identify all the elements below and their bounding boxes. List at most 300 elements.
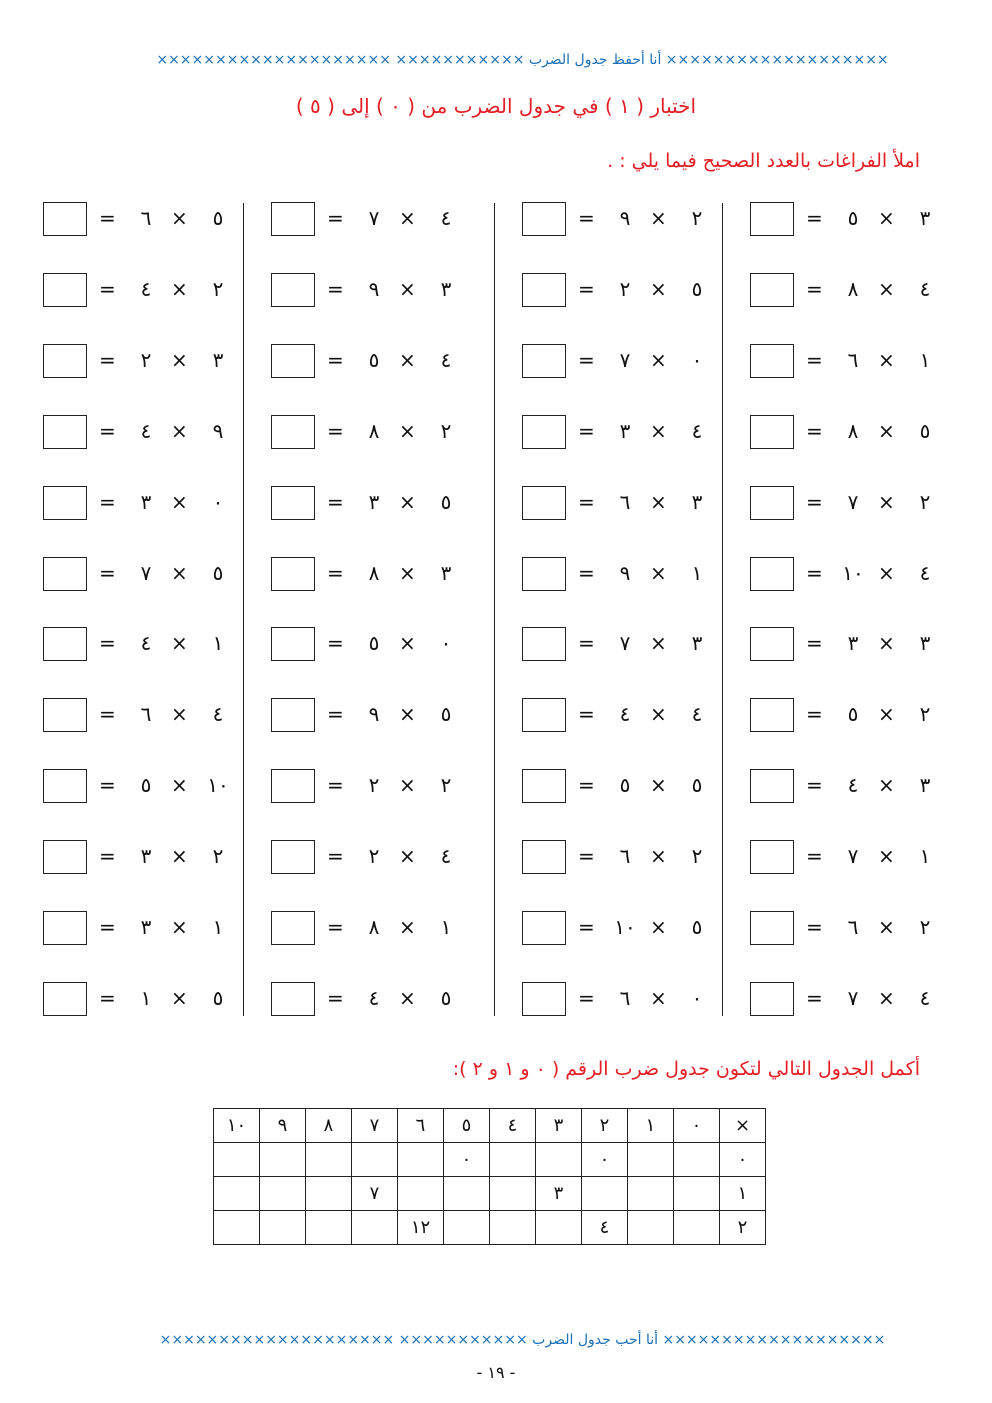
answer-box[interactable] bbox=[43, 415, 87, 449]
table-header-cell: ٢ bbox=[582, 1109, 628, 1143]
first-factor: ٥ bbox=[691, 915, 703, 939]
times-sign: × bbox=[878, 348, 895, 372]
second-factor: ٣ bbox=[619, 419, 631, 443]
second-factor: ٤ bbox=[368, 986, 380, 1010]
answer-box[interactable] bbox=[43, 486, 87, 520]
second-factor: ١٠ bbox=[614, 915, 636, 939]
table-cell: ١٢ bbox=[398, 1211, 444, 1245]
times-sign: × bbox=[650, 419, 667, 443]
first-factor: ٣ bbox=[212, 348, 224, 372]
equals-sign: = bbox=[99, 206, 116, 230]
table-header-row bbox=[214, 1109, 766, 1143]
answer-box[interactable] bbox=[271, 557, 315, 591]
answer-box[interactable] bbox=[522, 911, 566, 945]
second-factor: ٤ bbox=[140, 419, 152, 443]
blank-cell[interactable] bbox=[444, 1177, 490, 1211]
equals-sign: = bbox=[578, 561, 595, 585]
blank-cell[interactable] bbox=[490, 1177, 536, 1211]
blank-cell[interactable] bbox=[628, 1143, 674, 1177]
second-factor: ٦ bbox=[619, 844, 631, 868]
exercise-row bbox=[271, 909, 471, 949]
exercise-row bbox=[522, 342, 722, 382]
equals-sign: = bbox=[806, 561, 823, 585]
answer-box[interactable] bbox=[750, 486, 794, 520]
answer-box[interactable] bbox=[750, 769, 794, 803]
first-factor: ٥ bbox=[691, 277, 703, 301]
second-factor: ٩ bbox=[619, 206, 631, 230]
table-cell: ٤ bbox=[582, 1211, 628, 1245]
answer-box[interactable] bbox=[43, 627, 87, 661]
answer-box[interactable] bbox=[522, 840, 566, 874]
first-factor: ٤ bbox=[919, 986, 931, 1010]
answer-box[interactable] bbox=[271, 769, 315, 803]
exercise-row bbox=[43, 200, 243, 240]
exercise-row bbox=[43, 271, 243, 311]
second-factor: ٦ bbox=[140, 702, 152, 726]
table-cell: ٠ bbox=[444, 1143, 490, 1177]
exercise-row bbox=[271, 200, 471, 240]
first-factor: ٥ bbox=[212, 561, 224, 585]
first-factor: ٢ bbox=[919, 490, 931, 514]
row-label-cell: ١ bbox=[720, 1177, 766, 1211]
exercise-row bbox=[43, 767, 243, 807]
blank-cell[interactable] bbox=[674, 1143, 720, 1177]
second-factor: ٧ bbox=[619, 348, 631, 372]
table-header-cell: ٨ bbox=[306, 1109, 352, 1143]
table-header-cell: ٣ bbox=[536, 1109, 582, 1143]
first-factor: ٥ bbox=[440, 702, 452, 726]
times-sign: × bbox=[171, 631, 188, 655]
second-factor: ٦ bbox=[847, 915, 859, 939]
equals-sign: = bbox=[578, 773, 595, 797]
equals-sign: = bbox=[806, 986, 823, 1010]
exercise-row bbox=[522, 980, 722, 1020]
equals-sign: = bbox=[99, 419, 116, 443]
times-sign: × bbox=[171, 915, 188, 939]
equals-sign: = bbox=[578, 490, 595, 514]
first-factor: ٠ bbox=[440, 631, 452, 655]
answer-box[interactable] bbox=[43, 911, 87, 945]
table-cell: ٠ bbox=[582, 1143, 628, 1177]
first-factor: ١ bbox=[212, 915, 224, 939]
first-factor: ٠ bbox=[691, 348, 703, 372]
exercise-row bbox=[43, 696, 243, 736]
answer-box[interactable] bbox=[750, 840, 794, 874]
answer-box[interactable] bbox=[271, 202, 315, 236]
answer-box[interactable] bbox=[271, 415, 315, 449]
row-label-cell: ٢ bbox=[720, 1211, 766, 1245]
answer-box[interactable] bbox=[43, 557, 87, 591]
equals-sign: = bbox=[327, 277, 344, 301]
exercise-row bbox=[522, 484, 722, 524]
equals-sign: = bbox=[327, 348, 344, 372]
second-factor: ٨ bbox=[368, 561, 380, 585]
equals-sign: = bbox=[99, 986, 116, 1010]
times-sign: × bbox=[171, 490, 188, 514]
blank-cell[interactable] bbox=[444, 1211, 490, 1245]
first-factor: ٥ bbox=[212, 986, 224, 1010]
column-divider bbox=[243, 203, 244, 1016]
first-factor: ٢ bbox=[212, 277, 224, 301]
equals-sign: = bbox=[99, 348, 116, 372]
times-sign: × bbox=[399, 348, 416, 372]
second-factor: ٣ bbox=[140, 915, 152, 939]
equals-sign: = bbox=[578, 419, 595, 443]
equals-sign: = bbox=[327, 702, 344, 726]
equals-sign: = bbox=[99, 773, 116, 797]
answer-box[interactable] bbox=[522, 627, 566, 661]
table-header-cell: ١ bbox=[628, 1109, 674, 1143]
answer-box[interactable] bbox=[271, 273, 315, 307]
answer-box[interactable] bbox=[43, 840, 87, 874]
times-sign: × bbox=[399, 844, 416, 868]
blank-cell[interactable] bbox=[674, 1177, 720, 1211]
first-factor: ٢ bbox=[919, 915, 931, 939]
equals-sign: = bbox=[327, 915, 344, 939]
second-factor: ٩ bbox=[619, 561, 631, 585]
first-factor: ٢ bbox=[691, 206, 703, 230]
table-header-cell: ١٠ bbox=[214, 1109, 260, 1143]
second-factor: ٨ bbox=[368, 419, 380, 443]
times-sign: × bbox=[399, 561, 416, 585]
exercise-row bbox=[522, 555, 722, 595]
answer-box[interactable] bbox=[43, 982, 87, 1016]
first-factor: ٣ bbox=[919, 773, 931, 797]
second-factor: ٢ bbox=[368, 773, 380, 797]
first-factor: ٤ bbox=[212, 702, 224, 726]
answer-box[interactable] bbox=[522, 202, 566, 236]
times-sign: × bbox=[650, 986, 667, 1010]
blank-cell[interactable] bbox=[306, 1211, 352, 1245]
equals-sign: = bbox=[806, 206, 823, 230]
equals-sign: = bbox=[99, 915, 116, 939]
exercise-row bbox=[522, 767, 722, 807]
first-factor: ٢ bbox=[919, 702, 931, 726]
exercise-row bbox=[750, 271, 950, 311]
equals-sign: = bbox=[806, 631, 823, 655]
exercise-row bbox=[750, 909, 950, 949]
equals-sign: = bbox=[99, 490, 116, 514]
exercise-row bbox=[750, 767, 950, 807]
table-instruction: أكمل الجدول التالي لتكون جدول ضرب الرقم ( ٠ و ١ و ٢ ): bbox=[452, 1058, 920, 1080]
answer-box[interactable] bbox=[43, 769, 87, 803]
answer-box[interactable] bbox=[271, 627, 315, 661]
blank-cell[interactable] bbox=[260, 1177, 306, 1211]
exercise-row bbox=[750, 342, 950, 382]
exercise-row bbox=[271, 696, 471, 736]
equals-sign: = bbox=[578, 348, 595, 372]
first-factor: ٤ bbox=[440, 844, 452, 868]
exercise-row bbox=[750, 200, 950, 240]
exercise-row bbox=[522, 271, 722, 311]
equals-sign: = bbox=[327, 206, 344, 230]
column-divider bbox=[494, 203, 495, 1016]
exercise-row bbox=[43, 555, 243, 595]
second-factor: ٧ bbox=[847, 986, 859, 1010]
table-cell: ٣ bbox=[536, 1177, 582, 1211]
exercise-row bbox=[43, 484, 243, 524]
second-factor: ٣ bbox=[368, 490, 380, 514]
equals-sign: = bbox=[99, 277, 116, 301]
equals-sign: = bbox=[578, 277, 595, 301]
times-sign: × bbox=[650, 206, 667, 230]
equals-sign: = bbox=[327, 773, 344, 797]
equals-sign: = bbox=[806, 773, 823, 797]
second-factor: ٧ bbox=[847, 844, 859, 868]
times-sign: × bbox=[171, 561, 188, 585]
blank-cell[interactable] bbox=[214, 1143, 260, 1177]
blank-cell[interactable] bbox=[398, 1177, 444, 1211]
exercise-row bbox=[271, 342, 471, 382]
answer-box[interactable] bbox=[750, 415, 794, 449]
blank-cell[interactable] bbox=[398, 1143, 444, 1177]
blank-cell[interactable] bbox=[674, 1211, 720, 1245]
answer-box[interactable] bbox=[271, 486, 315, 520]
table-header-cell: ٧ bbox=[352, 1109, 398, 1143]
equals-sign: = bbox=[327, 986, 344, 1010]
exercise-row bbox=[271, 413, 471, 453]
second-factor: ٧ bbox=[368, 206, 380, 230]
exercise-row bbox=[271, 484, 471, 524]
answer-box[interactable] bbox=[750, 698, 794, 732]
blank-cell[interactable] bbox=[214, 1177, 260, 1211]
times-sign: × bbox=[171, 348, 188, 372]
second-factor: ٥ bbox=[847, 206, 859, 230]
answer-box[interactable] bbox=[522, 557, 566, 591]
table-row bbox=[214, 1143, 766, 1177]
times-sign: × bbox=[171, 986, 188, 1010]
first-factor: ٣ bbox=[919, 206, 931, 230]
answer-box[interactable] bbox=[271, 698, 315, 732]
equals-sign: = bbox=[99, 702, 116, 726]
first-factor: ٥ bbox=[691, 773, 703, 797]
table-header-cell: ٥ bbox=[444, 1109, 490, 1143]
times-sign: × bbox=[878, 773, 895, 797]
first-factor: ٠ bbox=[691, 986, 703, 1010]
first-factor: ٣ bbox=[440, 561, 452, 585]
blank-cell[interactable] bbox=[306, 1143, 352, 1177]
first-factor: ٥ bbox=[212, 206, 224, 230]
second-factor: ٤ bbox=[619, 702, 631, 726]
second-factor: ٩ bbox=[368, 277, 380, 301]
blank-cell[interactable] bbox=[490, 1143, 536, 1177]
exercise-row bbox=[43, 909, 243, 949]
first-factor: ٣ bbox=[919, 631, 931, 655]
answer-box[interactable] bbox=[522, 698, 566, 732]
times-sign: × bbox=[650, 348, 667, 372]
exercise-row bbox=[271, 625, 471, 665]
answer-box[interactable] bbox=[271, 982, 315, 1016]
multiplication-table bbox=[213, 1108, 766, 1245]
table-header-cell: × bbox=[720, 1109, 766, 1143]
answer-box[interactable] bbox=[750, 982, 794, 1016]
blank-cell[interactable] bbox=[628, 1211, 674, 1245]
answer-box[interactable] bbox=[43, 273, 87, 307]
exercise-row bbox=[271, 555, 471, 595]
times-sign: × bbox=[650, 631, 667, 655]
exercise-row bbox=[43, 625, 243, 665]
first-factor: ٢ bbox=[440, 773, 452, 797]
exercise-row bbox=[271, 767, 471, 807]
table-header-cell: ٠ bbox=[674, 1109, 720, 1143]
answer-box[interactable] bbox=[43, 698, 87, 732]
exercise-row bbox=[522, 838, 722, 878]
blank-cell[interactable] bbox=[260, 1143, 306, 1177]
second-factor: ٢ bbox=[140, 348, 152, 372]
exercise-row bbox=[43, 838, 243, 878]
second-factor: ٨ bbox=[847, 277, 859, 301]
second-factor: ٢ bbox=[619, 277, 631, 301]
exercise-row bbox=[271, 838, 471, 878]
times-sign: × bbox=[399, 206, 416, 230]
equals-sign: = bbox=[578, 206, 595, 230]
times-sign: × bbox=[171, 773, 188, 797]
blank-cell[interactable] bbox=[352, 1211, 398, 1245]
equals-sign: = bbox=[578, 844, 595, 868]
page-number: - ١٩ - bbox=[476, 1363, 516, 1382]
answer-box[interactable] bbox=[750, 911, 794, 945]
answer-box[interactable] bbox=[750, 344, 794, 378]
instruction-text: املأ الفراغات بالعدد الصحيح فيما يلي : . bbox=[607, 150, 920, 172]
first-factor: ٤ bbox=[691, 702, 703, 726]
first-factor: ٣ bbox=[691, 631, 703, 655]
first-factor: ٥ bbox=[440, 986, 452, 1010]
table-row bbox=[214, 1211, 766, 1245]
times-sign: × bbox=[399, 631, 416, 655]
equals-sign: = bbox=[99, 631, 116, 655]
answer-box[interactable] bbox=[522, 415, 566, 449]
times-sign: × bbox=[878, 490, 895, 514]
exercise-row bbox=[271, 271, 471, 311]
blank-cell[interactable] bbox=[214, 1211, 260, 1245]
answer-box[interactable] bbox=[271, 840, 315, 874]
equals-sign: = bbox=[806, 490, 823, 514]
equals-sign: = bbox=[806, 702, 823, 726]
exercise-row bbox=[43, 342, 243, 382]
answer-box[interactable] bbox=[43, 202, 87, 236]
times-sign: × bbox=[171, 277, 188, 301]
first-factor: ١ bbox=[919, 348, 931, 372]
table-header-cell: ٤ bbox=[490, 1109, 536, 1143]
blank-cell[interactable] bbox=[490, 1211, 536, 1245]
column-divider bbox=[722, 203, 723, 1016]
blank-cell[interactable] bbox=[260, 1211, 306, 1245]
exercise-row bbox=[750, 838, 950, 878]
answer-box[interactable] bbox=[750, 627, 794, 661]
times-sign: × bbox=[878, 844, 895, 868]
exercise-row bbox=[750, 413, 950, 453]
answer-box[interactable] bbox=[271, 344, 315, 378]
second-factor: ٨ bbox=[368, 915, 380, 939]
second-factor: ٤ bbox=[847, 773, 859, 797]
times-sign: × bbox=[650, 915, 667, 939]
exercise-row bbox=[522, 909, 722, 949]
answer-box[interactable] bbox=[271, 911, 315, 945]
second-factor: ٤ bbox=[140, 631, 152, 655]
answer-box[interactable] bbox=[522, 344, 566, 378]
first-factor: ١ bbox=[691, 561, 703, 585]
table-cell: ٧ bbox=[352, 1177, 398, 1211]
answer-box[interactable] bbox=[43, 344, 87, 378]
second-factor: ١٠ bbox=[842, 561, 864, 585]
answer-box[interactable] bbox=[750, 273, 794, 307]
first-factor: ٢ bbox=[691, 844, 703, 868]
times-sign: × bbox=[650, 844, 667, 868]
equals-sign: = bbox=[327, 844, 344, 868]
first-factor: ٤ bbox=[691, 419, 703, 443]
blank-cell[interactable] bbox=[536, 1143, 582, 1177]
equals-sign: = bbox=[578, 631, 595, 655]
first-factor: ٠ bbox=[212, 490, 224, 514]
table-header-cell: ٩ bbox=[260, 1109, 306, 1143]
exercise-row bbox=[750, 625, 950, 665]
equals-sign: = bbox=[327, 631, 344, 655]
table-header-cell: ٦ bbox=[398, 1109, 444, 1143]
second-factor: ٧ bbox=[619, 631, 631, 655]
exercise-row bbox=[750, 484, 950, 524]
exercise-row bbox=[750, 980, 950, 1020]
answer-box[interactable] bbox=[522, 982, 566, 1016]
first-factor: ٢ bbox=[212, 844, 224, 868]
times-sign: × bbox=[399, 986, 416, 1010]
equals-sign: = bbox=[806, 277, 823, 301]
exercise-row bbox=[522, 696, 722, 736]
first-factor: ٩ bbox=[212, 419, 224, 443]
answer-box[interactable] bbox=[522, 769, 566, 803]
answer-box[interactable] bbox=[750, 557, 794, 591]
answer-box[interactable] bbox=[522, 486, 566, 520]
equals-sign: = bbox=[99, 844, 116, 868]
times-sign: × bbox=[399, 773, 416, 797]
blank-cell[interactable] bbox=[536, 1211, 582, 1245]
times-sign: × bbox=[878, 915, 895, 939]
times-sign: × bbox=[878, 702, 895, 726]
equals-sign: = bbox=[806, 348, 823, 372]
second-factor: ٣ bbox=[140, 844, 152, 868]
first-factor: ٤ bbox=[440, 348, 452, 372]
first-factor: ٣ bbox=[691, 490, 703, 514]
second-factor: ١ bbox=[140, 986, 152, 1010]
second-factor: ٦ bbox=[619, 490, 631, 514]
top-header-banner: ×××××××××××××××××××× ××××××××××× أنا أحفظ جدول الضرب ××××××××××××××××××× bbox=[156, 52, 889, 68]
first-factor: ٢ bbox=[440, 419, 452, 443]
exercise-row bbox=[750, 555, 950, 595]
first-factor: ٥ bbox=[440, 490, 452, 514]
times-sign: × bbox=[171, 702, 188, 726]
equals-sign: = bbox=[806, 915, 823, 939]
blank-cell[interactable] bbox=[352, 1143, 398, 1177]
second-factor: ٣ bbox=[847, 631, 859, 655]
exercise-row bbox=[522, 413, 722, 453]
times-sign: × bbox=[650, 561, 667, 585]
blank-cell[interactable] bbox=[582, 1177, 628, 1211]
equals-sign: = bbox=[806, 844, 823, 868]
exercise-row bbox=[43, 413, 243, 453]
second-factor: ٦ bbox=[619, 986, 631, 1010]
answer-box[interactable] bbox=[522, 273, 566, 307]
blank-cell[interactable] bbox=[628, 1177, 674, 1211]
times-sign: × bbox=[171, 419, 188, 443]
times-sign: × bbox=[399, 277, 416, 301]
second-factor: ٧ bbox=[847, 490, 859, 514]
equals-sign: = bbox=[806, 419, 823, 443]
first-factor: ١٠ bbox=[207, 773, 229, 797]
blank-cell[interactable] bbox=[306, 1177, 352, 1211]
first-factor: ٤ bbox=[919, 561, 931, 585]
answer-box[interactable] bbox=[750, 202, 794, 236]
second-factor: ٩ bbox=[368, 702, 380, 726]
second-factor: ٧ bbox=[140, 561, 152, 585]
